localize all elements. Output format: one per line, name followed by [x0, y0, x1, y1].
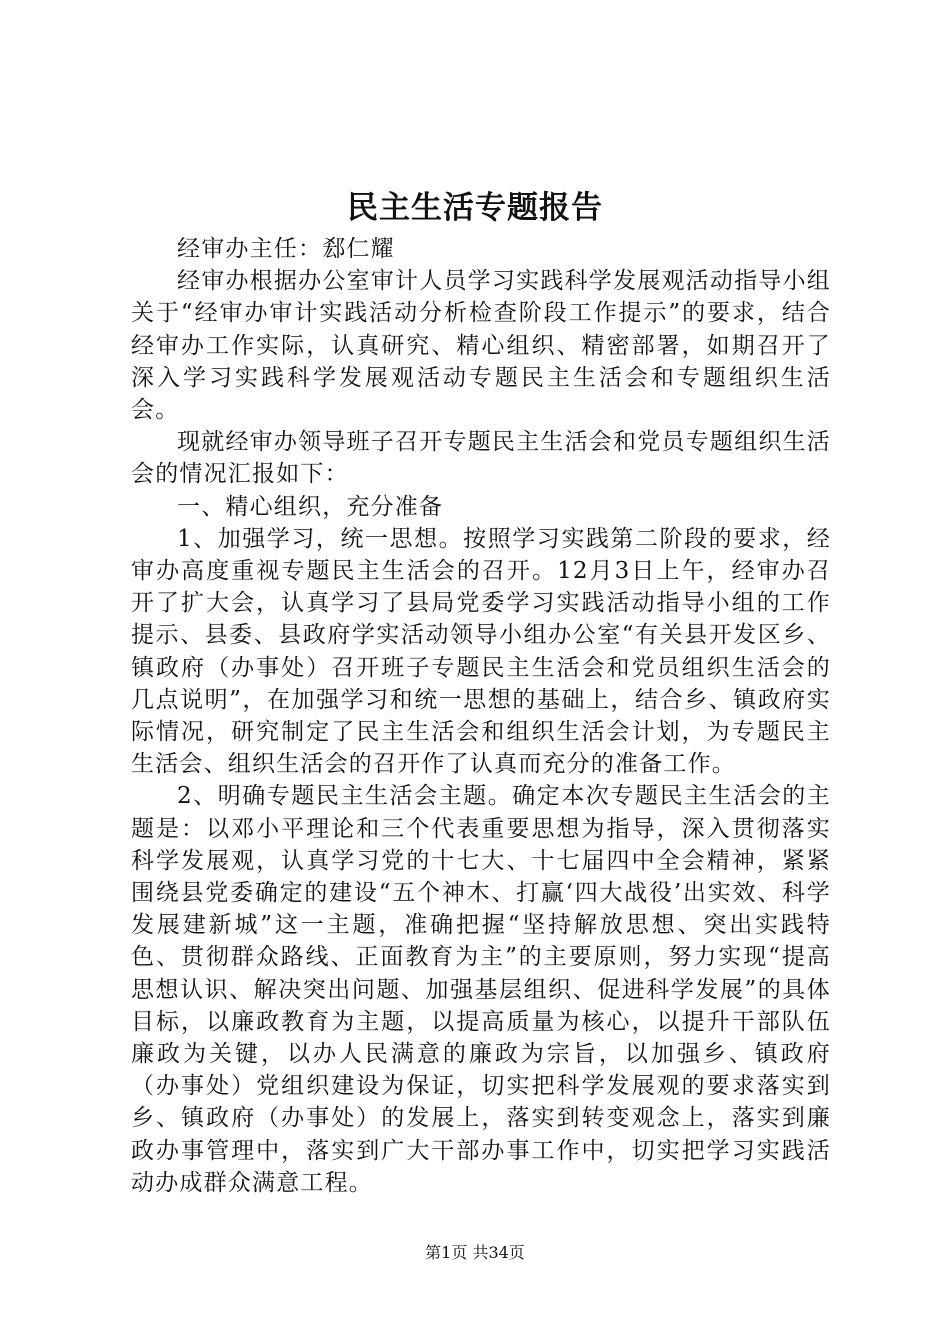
paragraph: 现就经审办领导班子召开专题民主生活会和党员专题组织生活会的情况汇报如下： [131, 429, 831, 488]
paragraph: 2、明确专题民主生活会主题。确定本次专题民主生活会的主题是：以邓小平理论和三个代表重要思想为指导，深入贯彻落实科学发展观，认真学习党的十七大、十七届四中全会精神，紧紧围绕县党委确定的建设“五个神木、打赢‘四大战役’出实效、科学发展建新城”这一主题，准确把握“坚持解放思想、突出实践特色、贯彻群众路线、正面教育为主”的主要原则，努力实现“提高思想认识、解决突出问题、加强基层组织、促进科学发展”的具体目标，以廉政教育为主题，以提高质量为核心，以提升干部队伍廉政为关键，以办人民满意的廉政为宗旨，以加强乡、镇政府（办事处）党组织建设为保证，切实把科学发展观的要求落实到乡、镇政府（办事处）的发展上，落实到转变观念上，落实到廉政办事管理中，落实到广大干部办事工作中，切实把学习实践活动办成群众满意工程。 [131, 783, 831, 1196]
document-title: 民主生活专题报告 [347, 190, 603, 226]
page-footer: 第1页 共34页 [425, 1243, 525, 1262]
section-heading: 一、精心组织，充分准备 [177, 493, 444, 520]
document-body [131, 233, 831, 1199]
paragraph: 经审办根据办公室审计人员学习实践科学发展观活动指导小组关于“经审办审计实践活动分析检查阶段工作提示”的要求，结合经审办工作实际，认真研究、精心组织、精密部署，如期召开了深入学习实践科学发展观活动专题民主生活会和专题组织生活会。 [131, 268, 831, 424]
paragraph: 1、加强学习，统一思想。按照学习实践第二阶段的要求，经审办高度重视专题民主生活会的召开。12月3日上午，经审办召开了扩大会，认真学习了县局党委学习实践活动指导小组的工作提示、县委、县政府学实活动领导小组办公室“有关县开发区乡、镇政府（办事处）召开班子专题民主生活会和党员组织生活会的几点说明”，在加强学习和统一思想的基础上，结合乡、镇政府实际情况，研究制定了民主生活会和组织生活会计划，为专题民主生活会、组织生活会的召开作了认真而充分的准备工作。 [131, 525, 831, 778]
author-line: 经审办主任：郄仁耀 [177, 236, 395, 262]
